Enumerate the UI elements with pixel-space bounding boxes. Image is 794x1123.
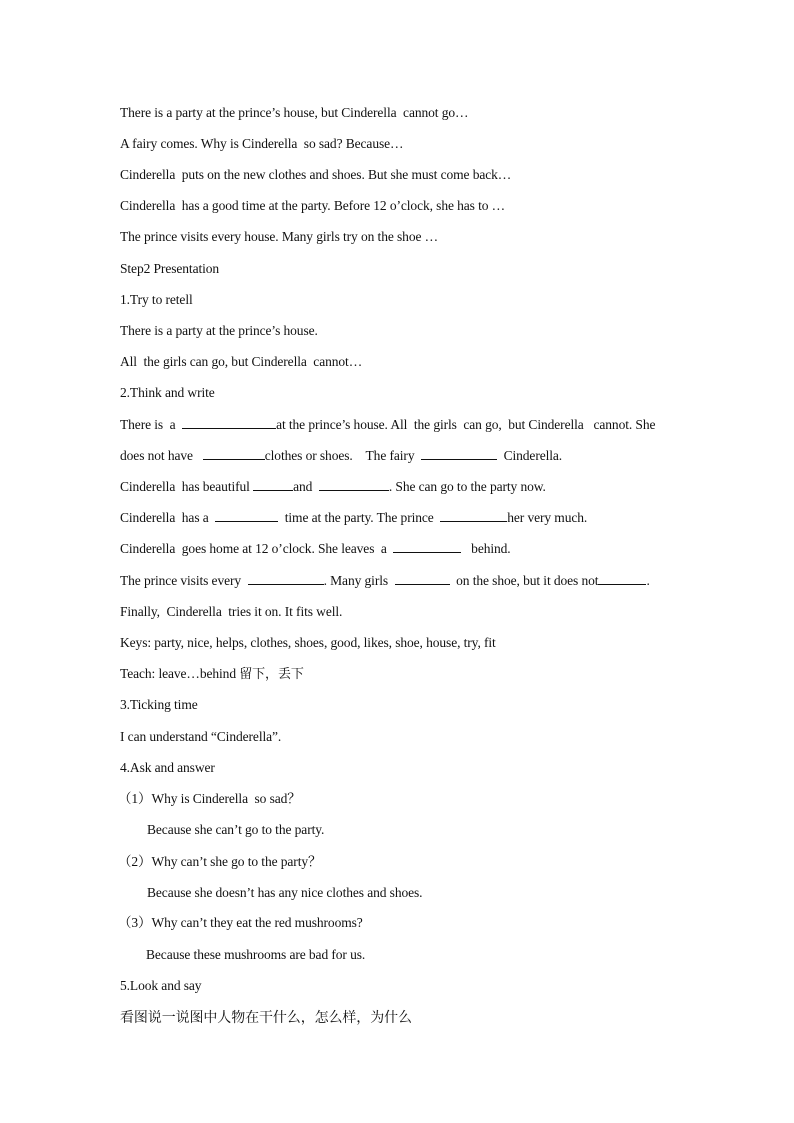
think-line-2 (120, 447, 562, 465)
text: on the shoe, but it does not (449, 573, 599, 588)
blank-3 (421, 447, 497, 460)
blank-4 (253, 478, 293, 491)
teach-line (120, 665, 304, 684)
text: clothes or shoes. The fairy (264, 448, 422, 463)
text: behind. (461, 541, 511, 556)
answer-2: Because she doesn’t has any nice clothes and shoes. (147, 885, 423, 900)
blank-7 (440, 509, 507, 522)
story-line-4: Cinderella has a good time at the party. Before 12 o’clock, she has to … (120, 198, 506, 213)
blank-11 (598, 572, 646, 585)
look-line: 看图说一说图中人物在干什么，怎么样，为什么 (120, 1010, 412, 1026)
step-heading: Step2 Presentation (120, 261, 220, 276)
text: Cinderella has beautiful (120, 479, 254, 494)
text: . Many girls (323, 573, 395, 588)
text: . (646, 573, 650, 588)
text: Cinderella goes home at 12 o’clock. She leaves a (120, 541, 394, 556)
think-line-3 (120, 478, 546, 496)
blank-9 (248, 572, 324, 585)
teach-chinese: 留下，丢下 (239, 667, 304, 682)
story-line-2: A fairy comes. Why is Cinderella so sad? Because… (120, 136, 404, 151)
text: The prince visits every (120, 573, 248, 588)
question-1: （1）Why is Cinderella so sad？ (118, 791, 301, 806)
story-line-1: There is a party at the prince’s house, but Cinderella cannot go… (120, 105, 469, 120)
blank-10 (395, 572, 450, 585)
text: and (293, 479, 319, 494)
teach-text: Teach: leave…behind (120, 666, 240, 681)
think-line-4 (120, 509, 587, 527)
think-line-1 (120, 416, 655, 434)
question-3: （3）Why can’t they eat the red mushrooms? (118, 915, 363, 930)
ask-heading: 4.Ask and answer (120, 760, 215, 775)
story-line-3: Cinderella puts on the new clothes and shoes. But she must come back… (120, 167, 512, 182)
ticking-heading: 3.Ticking time (120, 697, 198, 712)
blank-6 (215, 509, 278, 522)
question-2: （2）Why can’t she go to the party？ (118, 854, 322, 869)
think-line-6 (120, 572, 650, 590)
text: There is a (120, 417, 179, 432)
answer-1: Because she can’t go to the party. (147, 822, 325, 837)
text: Cinderella. (497, 448, 563, 463)
text: her very much. (507, 510, 588, 525)
story-line-5: The prince visits every house. Many girls try on the shoe … (120, 229, 439, 244)
keys-line: Keys: party, nice, helps, clothes, shoes, good, likes, shoe, house, try, fit (120, 635, 496, 650)
text: Cinderella has a (120, 510, 216, 525)
blank-2 (203, 447, 265, 460)
retell-line-1: There is a party at the prince’s house. (120, 323, 318, 338)
text: time at the party. The prince (278, 510, 441, 525)
answer-3: Because these mushrooms are bad for us. (146, 947, 366, 962)
blank-5 (319, 478, 389, 491)
text: does not have (120, 448, 200, 463)
retell-heading: 1.Try to retell (120, 292, 193, 307)
text: at the prince’s house. All the girls can go, but Cinderella cannot. She (276, 417, 656, 432)
ticking-line: I can understand “Cinderella”. (120, 729, 282, 744)
think-heading: 2.Think and write (120, 385, 215, 400)
blank-8 (393, 540, 461, 553)
text: . She can go to the party now. (388, 479, 546, 494)
blank-1 (182, 416, 276, 429)
look-heading: 5.Look and say (120, 978, 202, 993)
think-line-5 (120, 540, 511, 558)
retell-line-2: All the girls can go, but Cinderella cannot… (120, 354, 363, 369)
think-line-7: Finally, Cinderella tries it on. It fits well. (120, 604, 343, 619)
